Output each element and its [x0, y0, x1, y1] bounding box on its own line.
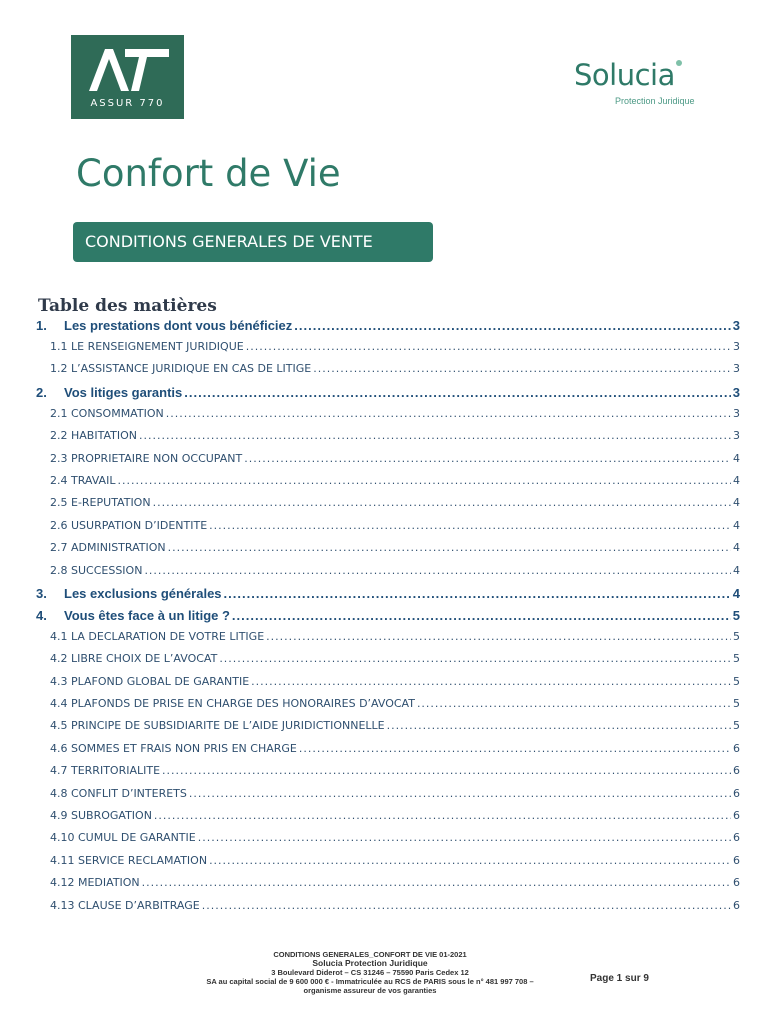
toc-subsection-link[interactable]	[36, 362, 740, 384]
toc-subsection-link[interactable]	[36, 675, 740, 697]
toc-dot-leader	[184, 385, 731, 400]
toc-subsection-link[interactable]	[36, 899, 740, 921]
toc-subsection-link[interactable]	[36, 541, 740, 563]
toc-page-number: 5	[733, 674, 740, 688]
toc-subsection-link[interactable]	[36, 519, 740, 541]
toc-dot-leader	[144, 564, 731, 577]
toc-dot-leader	[153, 496, 731, 509]
toc-subsection-link[interactable]	[36, 429, 740, 451]
toc-dot-leader	[417, 697, 731, 710]
toc-dot-leader	[209, 519, 731, 532]
toc-dot-leader	[142, 876, 731, 889]
toc-subsection-link[interactable]	[36, 340, 740, 362]
toc-page-number: 4	[733, 473, 740, 487]
toc-dot-leader	[166, 407, 731, 420]
toc-dot-leader	[232, 608, 731, 623]
toc-section-number: 3.	[36, 585, 47, 601]
toc-page-number: 6	[733, 853, 740, 867]
toc-section-link[interactable]	[36, 586, 740, 608]
toc-dot-leader	[189, 787, 731, 800]
toc-subsection-link[interactable]	[36, 876, 740, 898]
solucia-wordmark: Solucia	[574, 58, 675, 92]
toc-entry-label: 2.5 E-REPUTATION	[50, 496, 151, 510]
toc-entry-label: Les prestations dont vous bénéficiez	[64, 318, 293, 333]
toc-dot-leader	[139, 429, 731, 442]
toc-dot-leader	[162, 764, 731, 777]
toc-subsection-link[interactable]	[36, 452, 740, 474]
toc-entry-label: 4.4 PLAFONDS DE PRISE EN CHARGE DES HONORAIRES D’AVOCAT	[50, 697, 415, 711]
toc-entry-label: 4.9 SUBROGATION	[50, 809, 152, 823]
page-number: Page 1 sur 9	[590, 973, 649, 984]
toc-dot-leader	[294, 318, 730, 333]
toc-entry-label: 2.4 TRAVAIL	[50, 473, 116, 487]
toc-entry-label: 2.6 USURPATION D’IDENTITE	[50, 518, 208, 532]
toc-page-number: 3	[733, 429, 740, 443]
toc-page-number: 4	[733, 451, 740, 465]
assur770-logo	[71, 35, 184, 119]
toc-entry-label: 4.2 LIBRE CHOIX DE L’AVOCAT	[50, 652, 218, 666]
toc-page-number: 3	[733, 406, 740, 420]
toc-section-number: 2.	[36, 384, 47, 400]
toc-page-number: 4	[733, 518, 740, 532]
toc-entry-label: 4.8 CONFLIT D’INTERETS	[50, 786, 187, 800]
toc-subsection-link[interactable]	[36, 407, 740, 429]
toc-section-link[interactable]	[36, 608, 740, 630]
solucia-dot-icon	[676, 60, 682, 66]
toc-entry-label: 4.13 CLAUSE D’ARBITRAGE	[50, 898, 200, 912]
toc-dot-leader	[154, 809, 731, 822]
toc-subsection-link[interactable]	[36, 742, 740, 764]
toc-page-number: 4	[732, 585, 740, 601]
toc-page-number: 6	[733, 809, 740, 823]
toc-subsection-link[interactable]	[36, 564, 740, 586]
toc-page-number: 6	[733, 786, 740, 800]
toc-subsection-link[interactable]	[36, 764, 740, 786]
toc-page-number: 5	[732, 607, 740, 623]
toc-page-number: 5	[733, 719, 740, 733]
toc-entry-label: 4.3 PLAFOND GLOBAL DE GARANTIE	[50, 674, 250, 688]
toc-subsection-link[interactable]	[36, 652, 740, 674]
toc-page-number: 3	[733, 340, 740, 353]
toc-entry-label: 4.12 MEDIATION	[50, 876, 140, 890]
toc-entry-label: 4.6 SOMMES ET FRAIS NON PRIS EN CHARGE	[50, 741, 297, 755]
toc-entry-label: Les exclusions générales	[64, 585, 222, 601]
toc-dot-leader	[224, 586, 731, 601]
toc-entry-label: 4.1 LA DECLARATION DE VOTRE LITIGE	[50, 629, 265, 643]
solucia-tagline: Protection Juridique	[615, 96, 695, 106]
toc-dot-leader	[117, 474, 731, 487]
toc-subsection-link[interactable]	[36, 719, 740, 741]
toc-page-number: 3	[732, 384, 740, 400]
toc-subsection-link[interactable]	[36, 630, 740, 652]
toc-section-number: 4.	[36, 607, 47, 623]
cgv-banner: CONDITIONS GENERALES DE VENTE	[73, 222, 433, 262]
toc-dot-leader	[198, 831, 731, 844]
assur770-logo-text: ASSUR 770	[90, 98, 165, 109]
toc-page-number: 6	[733, 831, 740, 845]
toc-page-number: 4	[733, 541, 740, 555]
toc-entry-label: 2.1 CONSOMMATION	[50, 406, 164, 420]
toc-section-number: 1.	[36, 318, 47, 333]
toc-dot-leader	[387, 719, 731, 732]
toc-entry-label: 4.11 SERVICE RECLAMATION	[50, 853, 208, 867]
assur770-monogram-icon	[85, 45, 171, 93]
toc-entry-label: 2.7 ADMINISTRATION	[50, 541, 166, 555]
table-of-contents	[36, 318, 740, 921]
toc-page-number: 6	[733, 876, 740, 890]
toc-entry-label: 2.3 PROPRIETAIRE NON OCCUPANT	[50, 451, 243, 465]
toc-dot-leader	[299, 742, 731, 755]
toc-page-number: 6	[733, 898, 740, 912]
toc-entry-label: 2.2 HABITATION	[50, 429, 137, 443]
toc-subsection-link[interactable]	[36, 831, 740, 853]
toc-page-number: 4	[733, 496, 740, 510]
footer-legal	[190, 950, 550, 995]
toc-dot-leader	[246, 340, 731, 353]
footer-company: Solucia Protection Juridique	[312, 958, 428, 968]
toc-subsection-link[interactable]	[36, 787, 740, 809]
toc-entry-label: 2.8 SUCCESSION	[50, 563, 143, 577]
toc-entry-label: 1.2 L’ASSISTANCE JURIDIQUE EN CAS DE LITIGE	[50, 362, 312, 376]
toc-dot-leader	[251, 675, 731, 688]
toc-entry-label: 4.5 PRINCIPE DE SUBSIDIARITE DE L’AIDE JURIDICTIONNELLE	[50, 719, 385, 733]
toc-dot-leader	[209, 854, 731, 867]
footer-insurer: organisme assureur de vos garanties	[303, 986, 437, 995]
toc-page-number: 5	[733, 652, 740, 666]
toc-entry-label: 4.7 TERRITORIALITE	[50, 764, 161, 778]
toc-page-number: 4	[733, 563, 740, 577]
toc-dot-leader	[266, 630, 731, 643]
toc-entry-label: Vos litiges garantis	[64, 384, 183, 400]
toc-page-number: 6	[733, 764, 740, 778]
toc-subsection-link[interactable]	[36, 474, 740, 496]
toc-page-number: 5	[733, 697, 740, 711]
toc-section-link[interactable]	[36, 385, 740, 407]
toc-subsection-link[interactable]	[36, 854, 740, 876]
document-title: Confort de Vie	[76, 152, 341, 195]
toc-subsection-link[interactable]	[36, 697, 740, 719]
toc-section-link[interactable]	[36, 318, 740, 340]
toc-page-number: 5	[733, 629, 740, 643]
toc-entry-label: 1.1 LE RENSEIGNEMENT JURIDIQUE	[50, 340, 244, 353]
solucia-logo	[574, 58, 704, 110]
footer-registration: SA au capital social de 9 600 000 € - Immatriculée au RCS de PARIS sous le n° 481 997 708 –	[206, 977, 534, 986]
toc-page-number: 3	[733, 362, 740, 376]
toc-dot-leader	[168, 541, 731, 554]
toc-subsection-link[interactable]	[36, 809, 740, 831]
toc-subsection-link[interactable]	[36, 496, 740, 518]
toc-dot-leader	[219, 652, 731, 665]
toc-dot-leader	[244, 452, 731, 465]
toc-page-number: 3	[732, 318, 740, 333]
toc-dot-leader	[202, 899, 731, 912]
toc-entry-label: Vous êtes face à un litige ?	[64, 607, 230, 623]
toc-entry-label: 4.10 CUMUL DE GARANTIE	[50, 831, 196, 845]
toc-title: Table des matières	[38, 296, 217, 316]
toc-dot-leader	[313, 362, 731, 375]
toc-page-number: 6	[733, 741, 740, 755]
footer-doc-ref: CONDITIONS GENERALES_CONFORT DE VIE 01-2021	[273, 950, 467, 959]
footer-address: 3 Boulevard Diderot – CS 31246 – 75590 Paris Cedex 12	[271, 968, 469, 977]
